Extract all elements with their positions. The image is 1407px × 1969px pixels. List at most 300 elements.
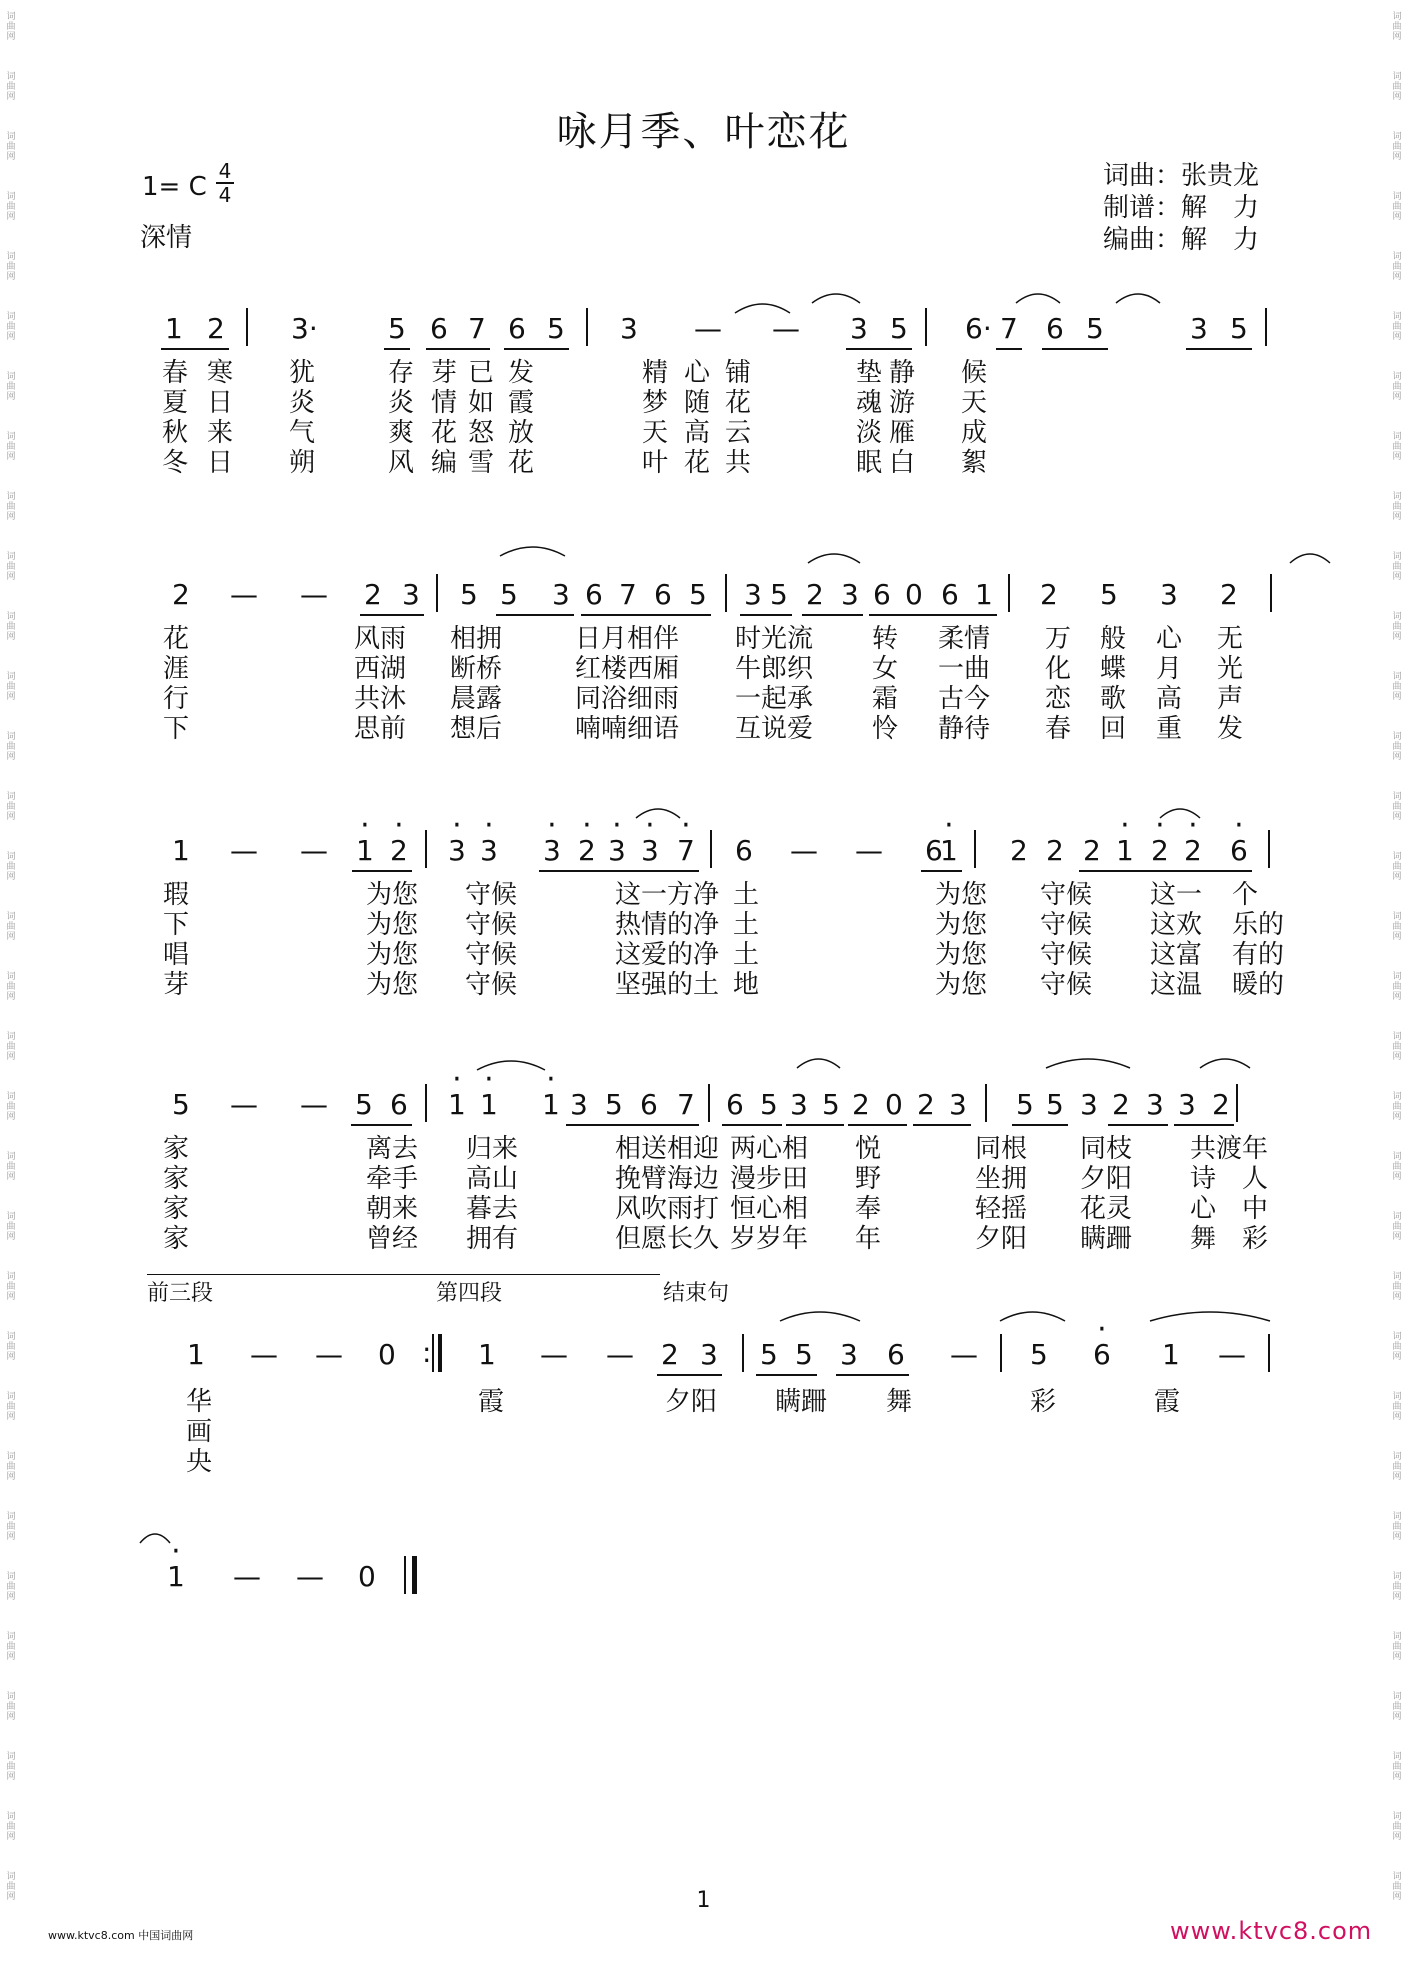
barline [725,574,727,612]
beam-underline [360,614,424,616]
lyric: 离去 [366,1134,419,1164]
lyric: 守候 [465,940,518,970]
lyric: 风雨 [354,624,407,654]
lyric: 守候 [465,880,518,910]
note: 5 [1100,578,1118,611]
watermark-text: 词曲网 [6,1512,16,1542]
lyric: 眠 [856,448,883,478]
note: — [950,1338,978,1371]
watermark-text: 词曲网 [1392,1512,1402,1542]
lyric: 春 [1045,714,1072,744]
repeat-dots: : [422,1336,432,1369]
lyric: 为您 [935,910,988,940]
lyric: 为您 [366,880,419,910]
final-barline-thin [404,1556,406,1594]
note: · 1 [480,1088,498,1121]
watermark-text: 词曲网 [6,1692,16,1722]
lyric: 花 [431,418,458,448]
beam-underline [846,348,912,350]
note: 5 [689,578,707,611]
note: 6 [887,1338,905,1371]
note: · 2 [390,834,408,867]
note: — [300,834,328,867]
watermark-text: 词曲网 [1392,72,1402,102]
note: 5 [605,1088,623,1121]
slur [1116,291,1160,305]
lyric: 天 [961,388,988,418]
note: 5 [822,1088,840,1121]
lyric: 彩 [1030,1387,1057,1417]
slur [1160,806,1200,820]
note: 3 [744,578,762,611]
note: 1 [1162,1338,1180,1371]
lyric: 怒 [468,418,495,448]
note: 3 [570,1088,588,1121]
lyric: 花 [508,448,535,478]
lyric: 静待 [938,714,991,744]
note: · 1 [167,1560,185,1593]
lyric: 晨露 [450,684,503,714]
lyric: 舞 [886,1387,913,1417]
slur [500,544,565,558]
lyric: 坐拥 [975,1164,1028,1194]
lyric: 为您 [366,970,419,1000]
watermark-text: 词曲网 [1392,1332,1402,1362]
lyric: 已 [468,358,495,388]
note: · 3 [543,834,561,867]
beam-underline [722,1124,782,1126]
lyric: 共 [725,448,752,478]
watermark-text: 词曲网 [1392,12,1402,42]
watermark-text: 词曲网 [6,1632,16,1662]
time-signature-top: 4 [218,159,232,183]
note: · 1 [1116,834,1134,867]
footer-site-logo: www.ktvc8.com [1170,1917,1373,1945]
watermark-text: 词曲网 [6,1452,16,1482]
note: 5 [760,1338,778,1371]
note: 3 [1080,1088,1098,1121]
watermark-text: 词曲网 [1392,132,1402,162]
watermark-text: 词曲网 [6,912,16,942]
lyric: 瑕 [163,880,190,910]
lyric: 日月相伴 [575,624,680,654]
note: 1 [187,1338,205,1371]
lyric: 岁岁年 [730,1224,809,1254]
note: 3 [620,312,638,345]
note: 5 [1230,312,1248,345]
beam-underline [351,1124,412,1126]
lyric: 瞒跚 [1080,1224,1133,1254]
watermark-text: 词曲网 [6,432,16,462]
barline [974,830,976,868]
slur [1016,291,1060,305]
beam-underline [426,348,490,350]
lyric: 暮去 [466,1194,519,1224]
lyric: 热情的净 [615,910,720,940]
beam-underline [802,614,863,616]
note: · 7 [677,834,695,867]
watermark-text: 词曲网 [6,732,16,762]
note: 5 [1086,312,1104,345]
lyric: 西湖 [354,654,407,684]
page-number: 1 [696,1888,711,1913]
lyric: 悦 [855,1134,882,1164]
lyric: 乐的 [1232,910,1285,940]
lyric: 家 [163,1134,190,1164]
barline [1268,830,1270,868]
note: · 3 [608,834,626,867]
note: 5 [1046,1088,1064,1121]
note: 2 [852,1088,870,1121]
note: — [855,834,883,867]
note: 0 [358,1560,376,1593]
lyric: 花灵 [1080,1194,1133,1224]
note: 6 [654,578,672,611]
lyric: 如 [468,388,495,418]
slur [1046,1056,1130,1070]
note: 7 [619,578,637,611]
barline [1265,308,1267,346]
lyric: 为您 [935,940,988,970]
watermark-text: 词曲网 [1392,732,1402,762]
slur [140,1531,170,1545]
note: 6 [585,578,603,611]
lyric: 家 [163,1164,190,1194]
lyric: 古今 [938,684,991,714]
note: 6 [925,834,943,867]
note: 1 [478,1338,496,1371]
slur [477,1058,545,1072]
lyric: 想后 [450,714,503,744]
note: · 3 [641,834,659,867]
watermark-text: 词曲网 [1392,1692,1402,1722]
watermark-text: 词曲网 [1392,1272,1402,1302]
note: 6 [873,578,891,611]
note: 0 [885,1088,903,1121]
beam-underline [1186,348,1252,350]
lyric: 游 [889,388,916,418]
note: 1 [975,578,993,611]
watermark-text: 词曲网 [1392,972,1402,1002]
lyric: 土 [733,940,760,970]
lyric: 情 [431,388,458,418]
barline [742,1334,744,1372]
lyric: 同浴细雨 [575,684,680,714]
lyric: 这爱的净 [615,940,720,970]
note: 3 [840,1338,858,1371]
lyric: 为您 [366,910,419,940]
lyric: 这一方净 [615,880,720,910]
note: 6 [726,1088,744,1121]
lyric: 暖的 [1232,970,1285,1000]
beam-underline [566,1124,699,1126]
lyric: 为您 [366,940,419,970]
barline [1270,574,1272,612]
note: 0 [905,578,923,611]
watermark-text: 词曲网 [6,12,16,42]
note: — [772,312,800,345]
note: 2 [917,1088,935,1121]
beam-underline [848,1124,907,1126]
section-bracket-line [147,1274,436,1275]
lyric: 家 [163,1224,190,1254]
watermark-text: 词曲网 [6,972,16,1002]
note: — [790,834,818,867]
lyric: 漫步田 [730,1164,809,1194]
slur [1200,1056,1250,1070]
note: 3 [841,578,859,611]
note: · 1 [542,1088,560,1121]
lyric: 放 [508,418,535,448]
lyric: 家 [163,1194,190,1224]
repeat-barline-thick [438,1334,442,1372]
slur [797,1056,840,1070]
lyric: 相拥 [450,624,503,654]
lyric: 编 [431,448,458,478]
note: 6 [941,578,959,611]
lyric: 雁 [889,418,916,448]
lyric: 转 [872,624,899,654]
lyric: 霞 [1154,1387,1181,1417]
note: · 1 [356,834,374,867]
lyric: 心 [1156,624,1183,654]
slur [812,291,860,305]
footer-site-text: www.ktvc8.com 中国词曲网 [48,1929,194,1942]
note: · 6 [1230,834,1248,867]
note: 2 [1046,834,1064,867]
note: — [540,1338,568,1371]
note: · 2 [578,834,596,867]
note: 5 [760,1088,778,1121]
lyric: 土 [733,880,760,910]
lyric: 冬 [162,448,189,478]
lyric: 两心相 [730,1134,809,1164]
lyric: 下 [163,714,190,744]
beam-underline [1079,870,1252,872]
lyric: 舞 彩 [1190,1224,1269,1254]
lyric: 央 [186,1447,213,1477]
slur [1000,1309,1065,1323]
lyric: 相送相迎 [615,1134,720,1164]
lyric: 高 [1156,684,1183,714]
beam-underline [1012,1124,1068,1126]
note: — [230,1088,258,1121]
lyric: 恒心相 [730,1194,809,1224]
note: 3 [552,578,570,611]
note: 2 [1010,834,1028,867]
beam-underline [1108,1124,1168,1126]
lyric: 坚强的土 [615,970,720,1000]
note: 2 [1040,578,1058,611]
slur [636,806,680,820]
lyric: 垫 [856,358,883,388]
song-title: 咏月季、叶恋花 [556,109,851,155]
watermark-text: 词曲网 [1392,372,1402,402]
section-label: 前三段 [147,1281,214,1306]
lyric: 炎 [388,388,415,418]
note: · 2 [1151,834,1169,867]
lyric: 爽 [388,418,415,448]
beam-underline [581,614,711,616]
time-signature [216,160,234,206]
lyric: 轻摇 [975,1194,1028,1224]
lyric: 成 [961,418,988,448]
slur [780,1309,860,1323]
lyric: 同根 [975,1134,1028,1164]
lyric: 铺 [725,358,752,388]
watermark-text: 词曲网 [1392,1872,1402,1902]
lyric: 朝来 [366,1194,419,1224]
note: 5 [547,312,565,345]
watermark-text: 词曲网 [1392,1752,1402,1782]
watermark-text: 词曲网 [6,132,16,162]
note: · 3 [480,834,498,867]
lyric: 一起承 [735,684,814,714]
lyric: 但愿长久 [615,1224,720,1254]
lyric: 守候 [465,970,518,1000]
note: 3 [850,312,868,345]
lyric: 秋 [162,418,189,448]
lyric: 天 [642,418,669,448]
note: 3 [700,1338,718,1371]
note: 7 [677,1088,695,1121]
beam-underline [756,1374,817,1376]
watermark-text: 词曲网 [6,312,16,342]
barline [246,308,248,346]
note: 5 [388,312,406,345]
lyric: 日 [207,448,234,478]
lyric: 重 [1156,714,1183,744]
watermark-text: 词曲网 [1392,852,1402,882]
lyric: 断桥 [450,654,503,684]
lyric: 同枝 [1080,1134,1133,1164]
lyric: 光 [1217,654,1244,684]
mood-marking: 深情 [140,223,193,253]
note: 3 [1190,312,1208,345]
watermark-text: 词曲网 [6,1332,16,1362]
lyric: 唱 [163,940,190,970]
note: — [230,834,258,867]
lyric: 牛郎织 [735,654,814,684]
lyric: 为您 [935,880,988,910]
note: 5 [1016,1088,1034,1121]
watermark-text: 词曲网 [6,1212,16,1242]
note: 5 [890,312,908,345]
lyric: 雪 [468,448,495,478]
lyric: 候 [961,358,988,388]
lyric: 无 [1217,624,1244,654]
watermark-text: 词曲网 [1392,192,1402,222]
lyric: 存 [388,358,415,388]
note: 5 [172,1088,190,1121]
lyric: 夕阳 [665,1387,718,1417]
lyric: 声 [1217,684,1244,714]
barline [425,1084,427,1122]
lyric: 共渡年 [1190,1134,1269,1164]
watermark-text: 词曲网 [1392,1152,1402,1182]
lyric: 芽 [431,358,458,388]
barline [1000,1334,1002,1372]
barline [925,308,927,346]
watermark-text: 词曲网 [6,1092,16,1122]
note: 3 [1160,578,1178,611]
credit-lyrics-music: 词曲：张贵龙 [1103,161,1260,191]
lyric: 魂 [856,388,883,418]
lyric: 柔情 [938,624,991,654]
slur [1290,551,1330,565]
beam-underline [836,1374,909,1376]
slur [735,301,790,315]
note: — [694,312,722,345]
lyric: 花 [725,388,752,418]
section-bracket-line [436,1274,660,1275]
barline [708,1084,710,1122]
lyric: 这一 [1150,880,1203,910]
watermark-text: 词曲网 [1392,432,1402,462]
beam-underline [1174,1124,1234,1126]
barline [985,1084,987,1122]
lyric: 气 [289,418,316,448]
note: — [315,1338,343,1371]
credit-arrangement: 编曲：解 力 [1103,225,1260,255]
note: — [230,578,258,611]
lyric: 诗 人 [1190,1164,1269,1194]
lyric: 画 [186,1417,213,1447]
watermark-text: 词曲网 [1392,252,1402,282]
lyric: 瞒跚 [775,1387,828,1417]
lyric: 月 [1156,654,1183,684]
lyric: 思前 [354,714,407,744]
watermark-text: 词曲网 [6,372,16,402]
credit-transcription: 制谱：解 力 [1103,193,1260,223]
barline [1268,1334,1270,1372]
lyric: 高山 [466,1164,519,1194]
lyric: 个 [1232,880,1259,910]
lyric: 涯 [163,654,190,684]
beam-underline [996,348,1022,350]
watermark-text: 词曲网 [1392,1452,1402,1482]
note: 3 [949,1088,967,1121]
lyric: 红楼西厢 [575,654,680,684]
watermark-text: 词曲网 [6,1572,16,1602]
watermark-text: 词曲网 [6,252,16,282]
note: 2 [364,578,382,611]
watermark-text: 词曲网 [6,1872,16,1902]
watermark-text: 词曲网 [6,552,16,582]
note: 0 [378,1338,396,1371]
lyric: 恋 [1045,684,1072,714]
note: 6 [390,1088,408,1121]
note: 5 [500,578,518,611]
note: 1 [165,312,183,345]
beam-underline [786,1124,844,1126]
note: 7 [1000,312,1018,345]
lyric: 挽臂海边 [615,1164,720,1194]
lyric: 野 [855,1164,882,1194]
watermark-text: 词曲网 [1392,552,1402,582]
lyric: 霜 [872,684,899,714]
beam-underline [352,870,412,872]
lyric: 心 [684,358,711,388]
lyric: 花 [163,624,190,654]
lyric: 炎 [289,388,316,418]
watermark-text: 词曲网 [6,72,16,102]
note: 3· [291,312,318,345]
note: 5 [795,1338,813,1371]
lyric: 夏 [162,388,189,418]
note: · 1 [940,834,958,867]
note: — [606,1338,634,1371]
